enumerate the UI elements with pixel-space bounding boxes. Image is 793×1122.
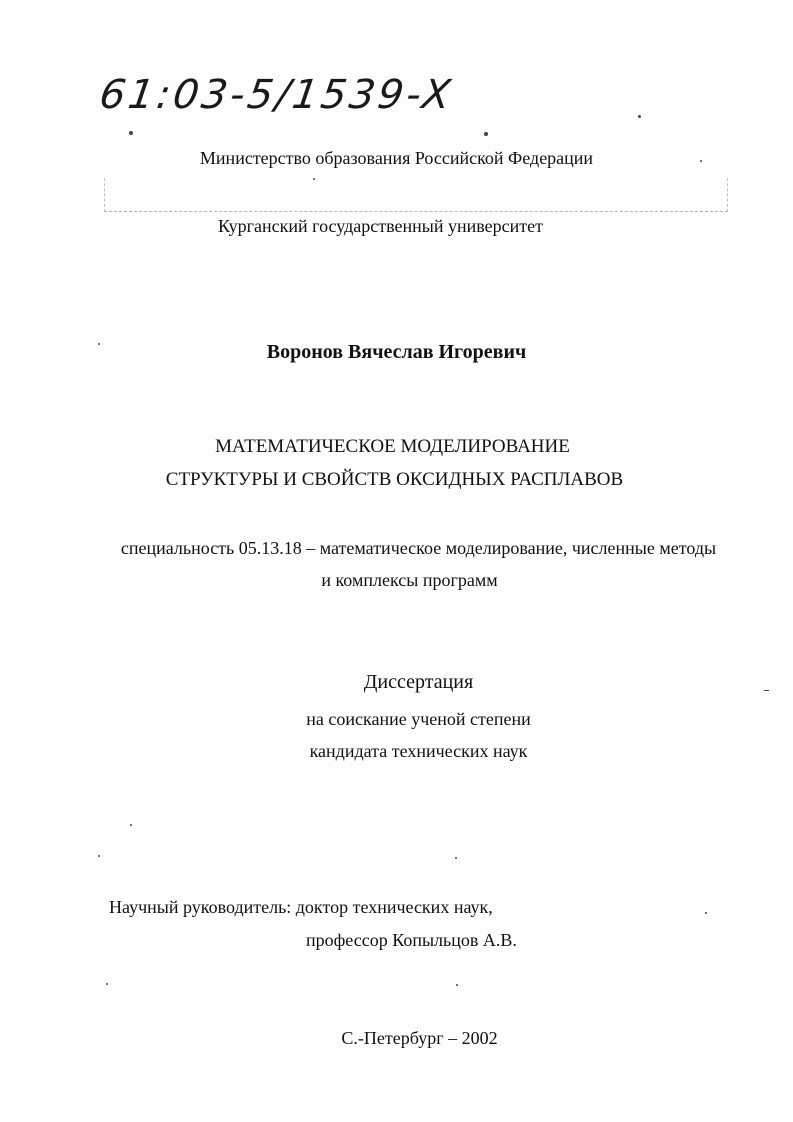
supervisor-line-2: профессор Копыльцов А.В. <box>306 930 517 950</box>
author-name: Воронов Вячеслав Игоревич <box>266 341 527 363</box>
title-line-2: СТРУКТУРЫ И СВОЙСТВ ОКСИДНЫХ РАСПЛАВОВ <box>165 469 624 490</box>
scan-speck <box>313 178 315 180</box>
scan-speck <box>98 855 100 857</box>
scan-edge-line <box>104 211 728 212</box>
scan-edge-line <box>727 178 728 212</box>
title-line-1: МАТЕМАТИЧЕСКОЕ МОДЕЛИРОВАНИЕ <box>215 436 570 457</box>
specialty-line-2: и комплексы программ <box>321 570 498 590</box>
scan-speck <box>455 857 457 859</box>
ministry-name: Министерство образования Российской Федерации <box>199 148 594 168</box>
scan-speck <box>456 984 458 986</box>
scan-speck <box>106 983 108 985</box>
archive-code: 61:03-5/1539-X <box>96 72 457 118</box>
scan-speck <box>129 131 133 135</box>
scan-speck <box>130 824 132 826</box>
dissertation-heading: Диссертация <box>363 671 474 693</box>
university-name: Курганский государственный университет <box>217 216 544 236</box>
scan-speck <box>484 132 488 136</box>
scan-edge-line <box>104 178 105 212</box>
scan-speck <box>638 115 641 118</box>
scan-speck <box>705 912 707 914</box>
degree-line-2: кандидата технических наук <box>309 741 528 761</box>
place-and-year: С.-Петербург – 2002 <box>341 1028 498 1048</box>
degree-line-1: на соискание ученой степени <box>306 709 531 729</box>
supervisor-line-1: Научный руководитель: доктор технических наук, <box>109 897 493 917</box>
specialty-line-1: специальность 05.13.18 – математическое моделирование, численные методы <box>120 538 717 558</box>
